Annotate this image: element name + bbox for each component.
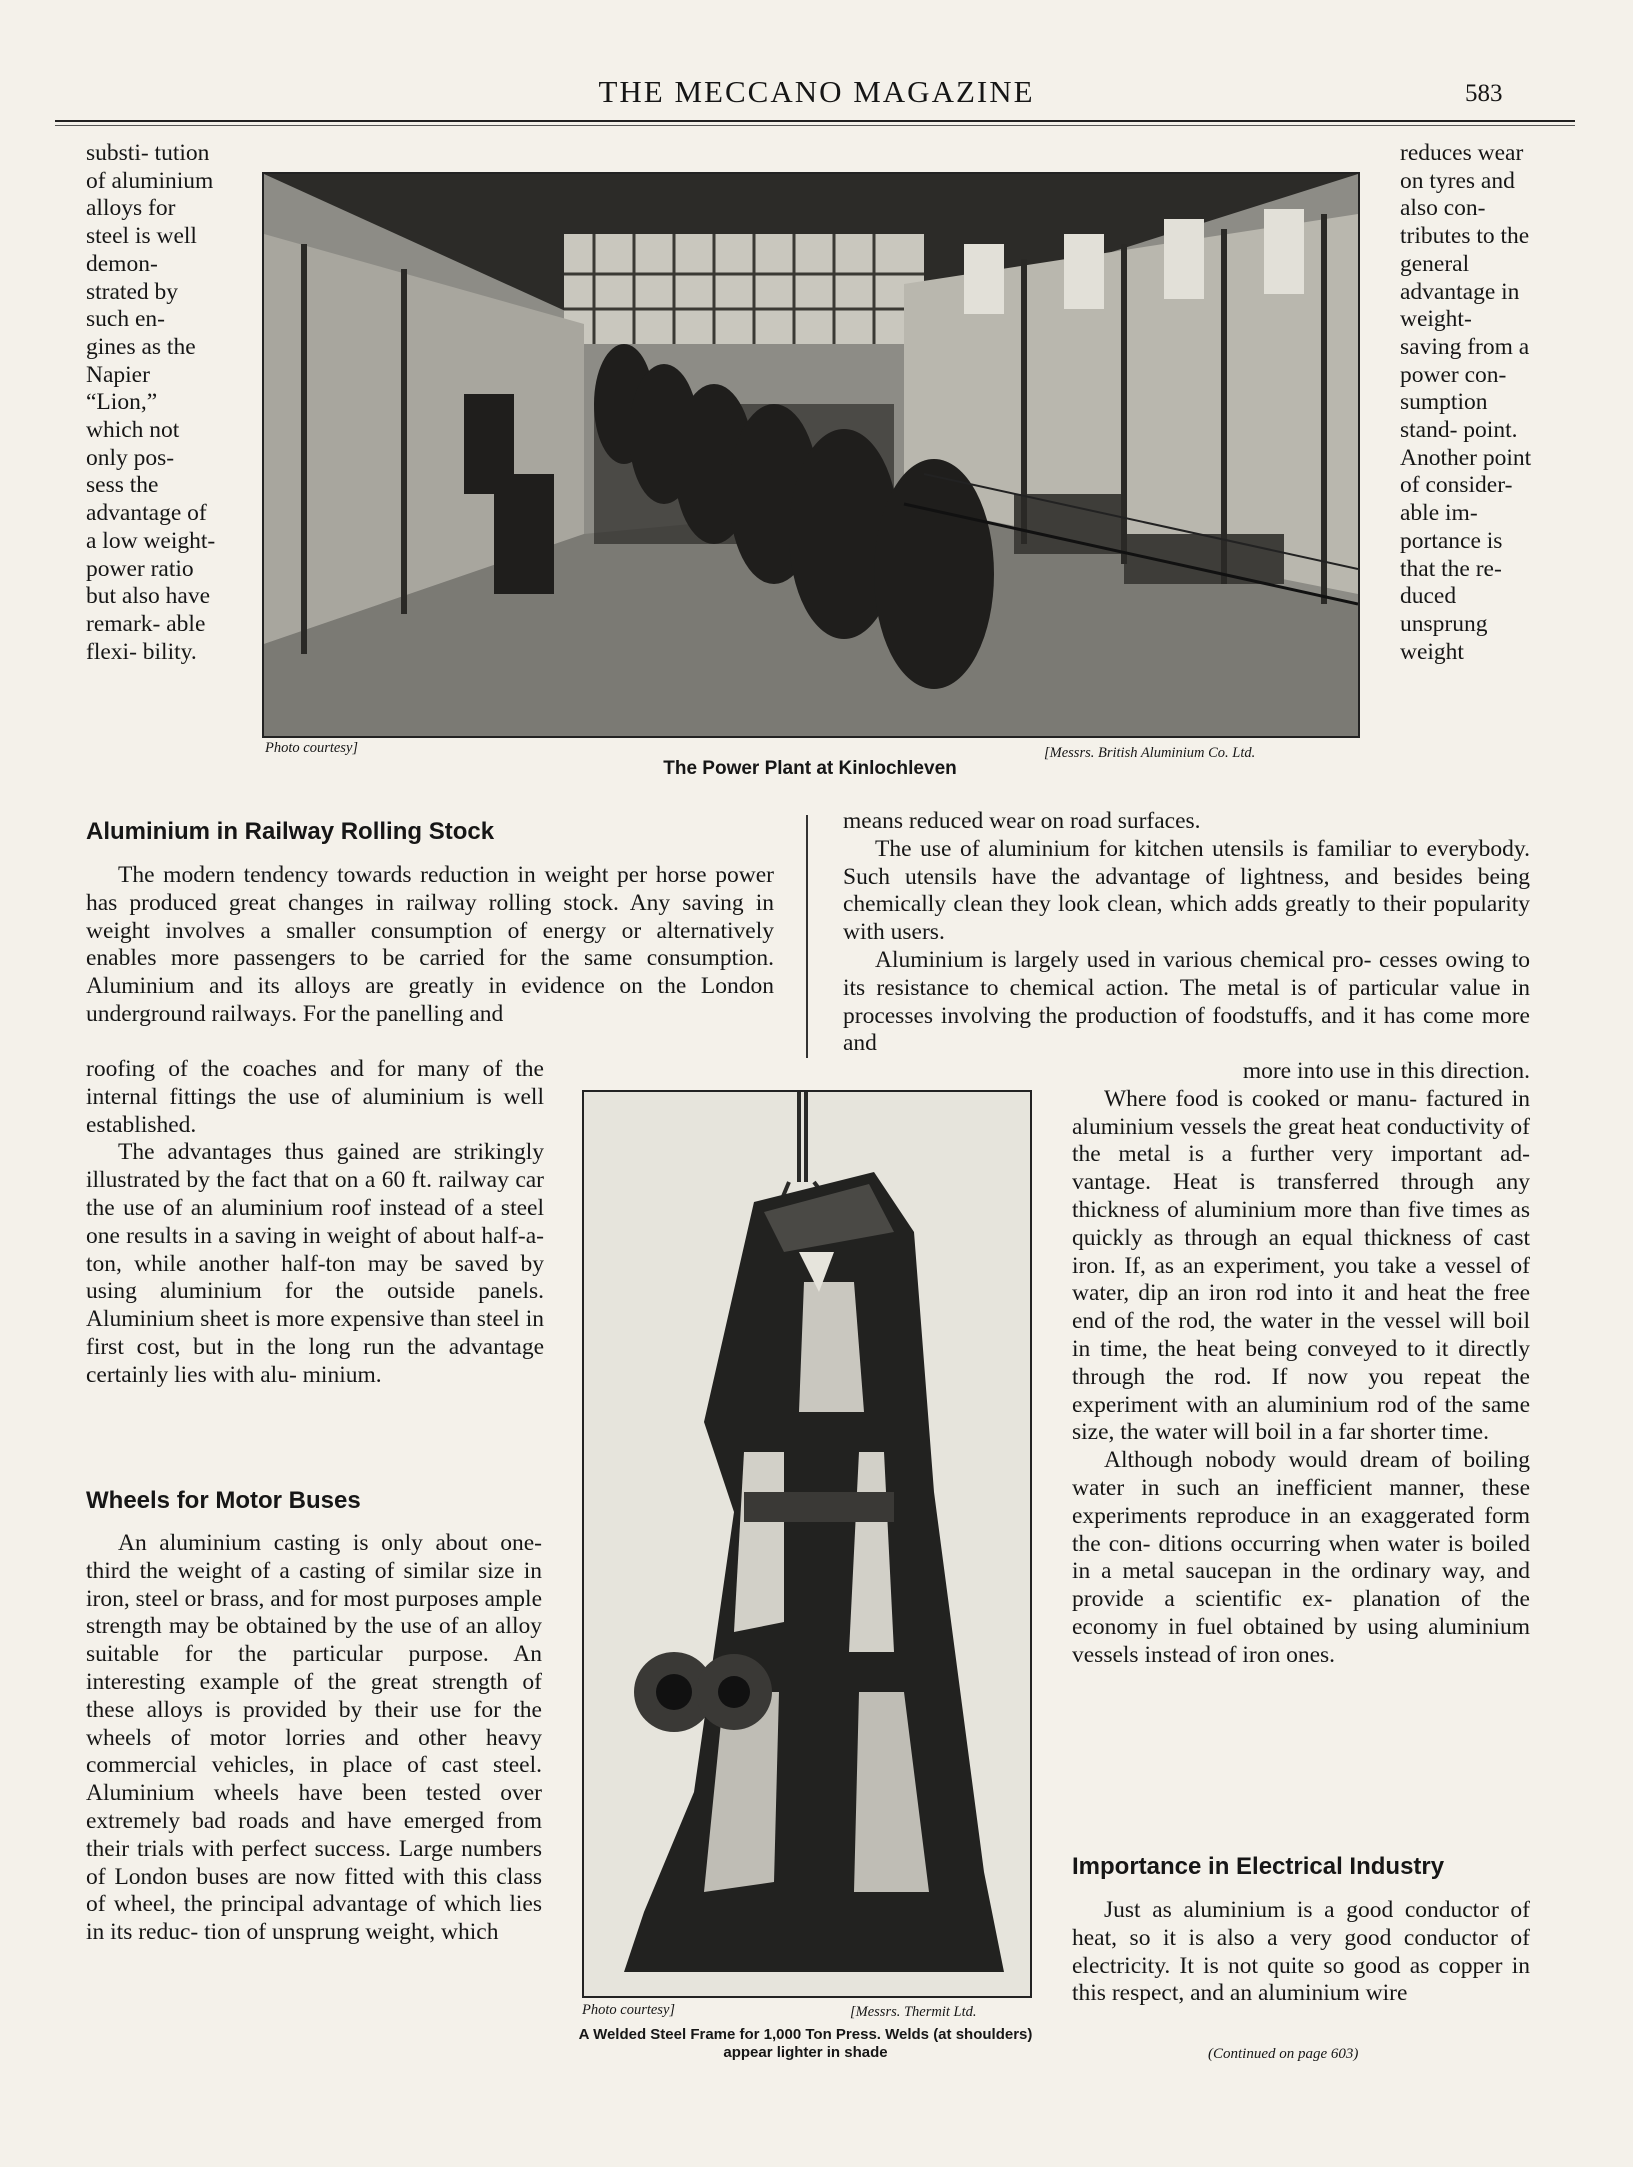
paragraph: Although nobody would dream of boiling water in such an inefficient manner, these experiments reproduce in an exaggerated form the con- ditions occurring when water is boiled in a metal saucepan in the ordinary way, and provide a scientific ex- planation of the economy in fuel obtained by using aluminium vessels instead of iron ones.	[1072, 1447, 1530, 1668]
paragraph: The modern tendency towards reduction in weight per horse power has produced great changes in railway rolling stock. Any saving in weight involves a smaller consumption of energy or alternatively enables more passengers to be carried for the same consumption. Aluminium and its alloys are greatly in evidence on the London underground railways. For the panelling and	[86, 862, 774, 1027]
right-column-electrical	[1072, 1897, 1530, 2008]
section-heading-railway: Aluminium in Railway Rolling Stock	[86, 818, 495, 845]
steel-frame-photo	[582, 1090, 1032, 1998]
right-narrow-text: reduces wear on tyres and also con- tributes to the general advantage in weight- saving from a power con- sumption stand- point. Another point of consider- able im- portance is that the re- duced unsprung weight	[1400, 140, 1532, 665]
header-rule	[55, 120, 1575, 122]
continued-note: (Continued on page 603)	[1208, 2046, 1359, 2062]
power-plant-illustration	[264, 174, 1358, 736]
power-plant-photo	[262, 172, 1360, 738]
section1-paragraph-1	[86, 862, 774, 1029]
paragraph: Aluminium is largely used in various chemical pro- cesses owing to its resistance to chemical action. The metal is of particular value in processes involving the production of foodstuffs, and it has come more and	[843, 946, 1530, 1057]
paragraph: roofing of the coaches and for many of the internal fittings the use of aluminium is well established.	[86, 1056, 544, 1138]
photo2-credit-left: Photo courtesy]	[582, 2002, 676, 2018]
photo1-credit-left: Photo courtesy]	[265, 740, 359, 756]
steel-frame-illustration	[584, 1092, 1030, 1996]
section-heading-wheels: Wheels for Motor Buses	[86, 1487, 361, 1514]
page-number: 583	[1465, 80, 1503, 107]
paragraph: The use of aluminium for kitchen utensils is familiar to everybody. Such utensils have the advantage of lightness, and besides being chemically clean they look clean, which adds greatly to their popularity with users.	[843, 835, 1530, 946]
paragraph: An aluminium casting is only about one-third the weight of a casting of similar size in iron, steel or brass, and for most purposes ample strength may be obtained by the use of an alloy suitable for the particular purpose. An interesting example of the great strength of these alloys is provided by their use for the wheels of motor lorries and other heavy commercial vehicles, in place of cast steel. Aluminium wheels have been tested over extremely bad roads and have emerged from their trials with perfect success. Large numbers of London buses are now fitted with this class of wheel, the principal advantage of which lies in its reduc- tion of unsprung weight, which	[86, 1530, 542, 1946]
paragraph: Where food is cooked or manu- factured in aluminium vessels the great heat conductivity of the metal is a further very important ad- vantage. Heat is transferred through any thickness of aluminium more than five times as quickly as through an equal thickness of cast iron. If, as an experiment, you take a vessel of water, dip an iron rod into it and heat the free end of the rod, the water in the vessel will boil in time, the heat being conveyed to it directly through the rod. If now you repeat the experiment with an aluminium rod of the same size, the water will boil in a far shorter time.	[1072, 1085, 1530, 1446]
photo1-credit-right: [Messrs. British Aluminium Co. Ltd.	[1044, 745, 1256, 761]
photo2-caption: A Welded Steel Frame for 1,000 Ton Press. Welds (at shoulders) appear lighter in shade	[578, 2026, 1033, 2061]
column-divider	[806, 815, 808, 1058]
photo2-credit-right: [Messrs. Thermit Ltd.	[850, 2004, 977, 2020]
header-rule-thin	[55, 125, 1575, 126]
paragraph: Just as aluminium is a good conductor of heat, so it is also a very good conductor of electricity. It is not quite so good as copper in this respect, and an aluminium wire	[1072, 1897, 1530, 2007]
right-column-lower	[1072, 1058, 1530, 1670]
paragraph: The advantages thus gained are strikingly illustrated by the fact that on a 60 ft. railway car the use of an aluminium roof instead of a steel one results in a saving in weight of about half-a-ton, while another half-ton may be saved by using aluminium for the outside panels. Aluminium sheet is more expensive than steel in first cost, but in the long run the advantage certainly lies with alu- minium.	[86, 1139, 544, 1388]
section2-body	[86, 1530, 542, 1947]
section1-continuation	[86, 1056, 544, 1390]
left-narrow-text: substi- tution of aluminium alloys for steel is well demon- strated by such en- gines as the Napier “Lion,” which not only pos- sess the advantage of a low weight- power ratio but also have remark- able flexi- bility.	[86, 140, 216, 665]
section-heading-electrical: Importance in Electrical Industry	[1072, 1853, 1445, 1880]
paragraph: means reduced wear on road surfaces.	[843, 808, 1201, 834]
right-column-upper	[843, 808, 1530, 1058]
photo1-caption: The Power Plant at Kinlochleven	[663, 758, 957, 779]
paragraph: more into use in this direction.	[1242, 1058, 1530, 1084]
magazine-title: THE MECCANO MAGAZINE	[598, 74, 1035, 109]
